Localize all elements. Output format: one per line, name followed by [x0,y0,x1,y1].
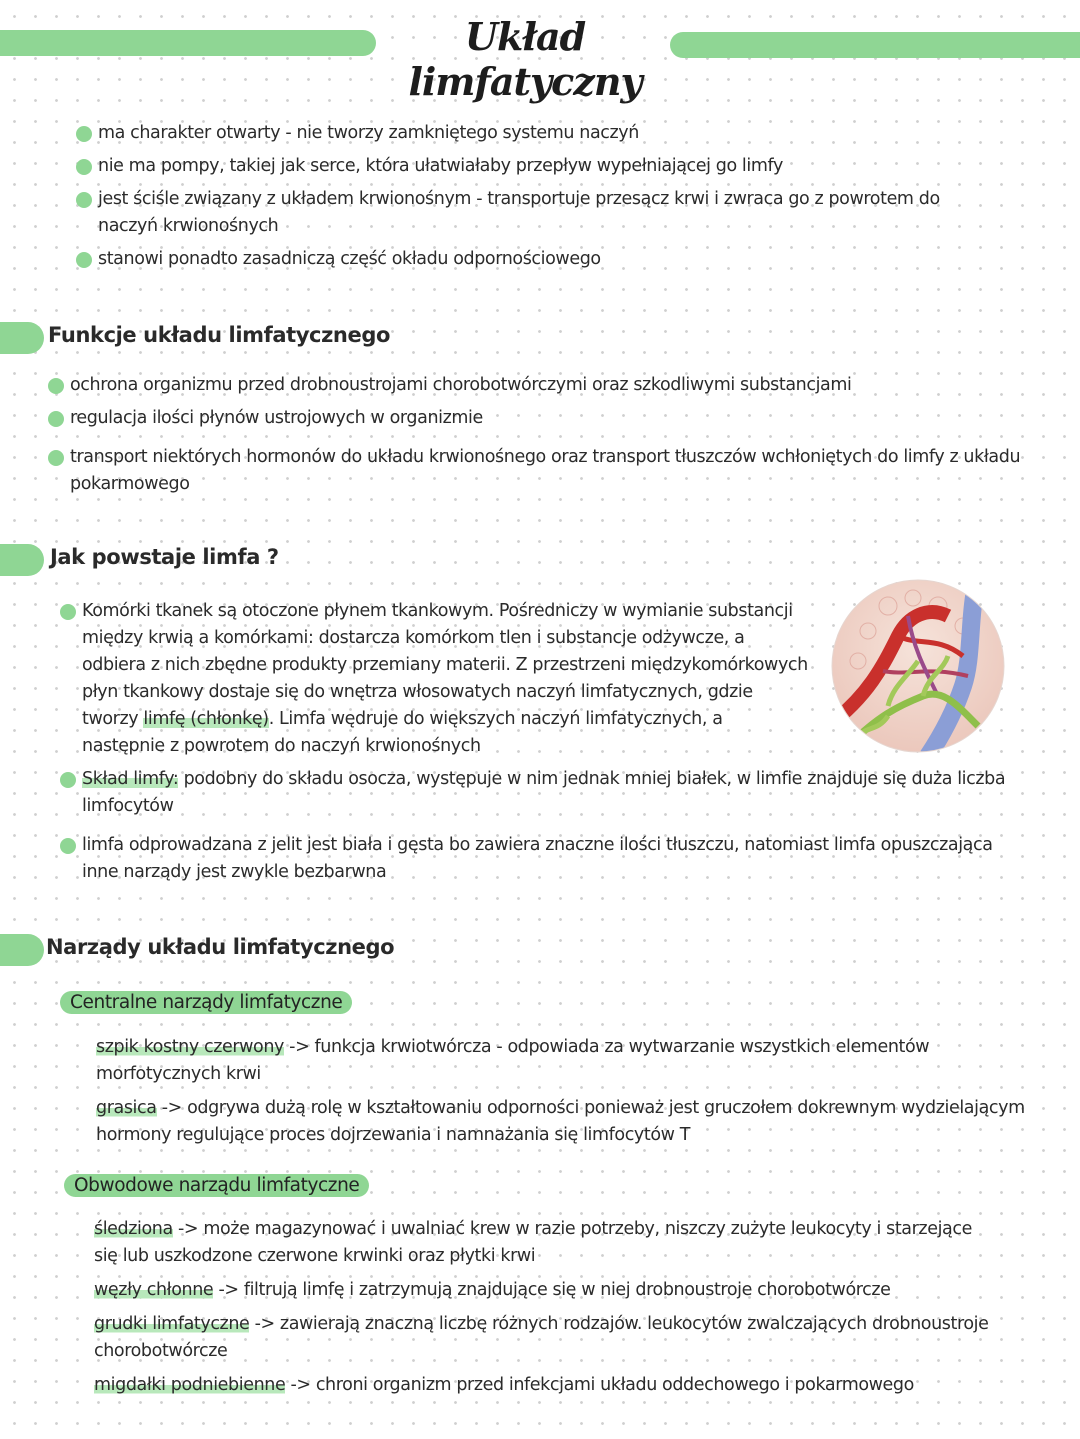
list-item: węzły chłonne -> filtrują limfę i zatrzymują znajdujące się w niej drobnoustroje chorobotwórcze [94,1280,891,1300]
peripheral-organs-heading: Obwodowe narządu limfatyczne [64,1174,369,1197]
list-item: migdałki podniebienne -> chroni organizm przed infekcjami układu oddechowego i pokarmowego [94,1375,914,1395]
list-item: limfa odprowadzana z jelit jest biała i gęsta bo zawiera znaczne ilości tłuszczu, natomiast limfa opuszczająca inne narządy jest zwykle bezbarwna [60,832,1010,886]
functions-heading: Funkcje układu limfatycznego [48,323,390,347]
bullet-dot-icon [48,378,64,394]
peripheral-organs-list [94,1216,994,1399]
list-item: Skład limfy: podobny do składu osocza, występuje w nim jednak mniej białek, w limfie znajduje się duża liczba limfocytów [60,766,1010,820]
section-tab-decoration [0,322,44,354]
list-item: śledziona -> może magazynować i uwalniać krew w razie potrzeby, niszczy zużyte leukocyty i starzejące się lub uszkodzone czerwone krwinki oraz płytki krwi [94,1219,972,1266]
central-organs-list [96,1034,1056,1149]
bullet-dot-icon [60,604,76,620]
functions-list [48,372,1038,498]
list-item: regulacja ilości płynów ustrojowych w organizmie [48,405,1038,432]
bullet-dot-icon [60,838,76,854]
list-item: jest ściśle związany z układem krwionośnym - transportuje przesącz krwi i zwraca go z powrotem do naczyń krwionośnych [76,186,976,240]
list-item: nie ma pompy, takiej jak serce, która ułatwiałaby przepływ wypełniającej go limfy [76,153,976,180]
bullet-dot-icon [76,126,92,142]
list-item: ochrona organizmu przed drobnoustrojami chorobotwórczymi oraz szkodliwymi substancjami [48,372,1038,399]
list-item: szpik kostny czerwony -> funkcja krwiotwórcza - odpowiada za wytwarzanie wszystkich elementów morfotycznych krwi [96,1037,930,1084]
page-title: Układ limfatyczny [408,14,642,104]
title-bar-right-decoration [670,32,1080,58]
list-item: grasica -> odgrywa dużą rolę w kształtowaniu odporności ponieważ jest gruczołem dokrewnym wydzielającym hormony regulujące proces dojrzewania i namnażania się limfocytów T [96,1098,1025,1145]
list-item: Komórki tkanek są otoczone płynem tkankowym. Pośredniczy w wymianie substancji między krwią a komórkami: dostarcza komórkom tlen i substancje odżywcze, a odbiera z nich zbędne produkty przemiany materii. Z przestrzeni międzykomórkowych płyn tkankowy dostaje się do wnętrza włosowatych naczyń limfatycznych, gdzie tworzy limfę (chłonkę). Limfa wędruje do większych naczyń limfatycznych, a następnie z powrotem do naczyń krwionośnych [60,598,810,760]
title-bar-left-decoration [0,30,376,56]
section-tab-decoration [0,934,44,966]
list-item: stanowi ponadto zasadniczą część okładu odpornościowego [76,246,976,273]
list-item: transport niektórych hormonów do układu krwionośnego oraz transport tłuszczów wchłoniętych do limfy z układu pokarmowego [48,444,1038,498]
list-item: grudki limfatyczne -> zawierają znaczną liczbę różnych rodzajów. leukocytów zwalczających drobnoustroje chorobotwórcze [94,1314,989,1361]
organs-heading: Narządy układu limfatycznego [46,935,395,959]
bullet-dot-icon [48,450,64,466]
bullet-dot-icon [76,252,92,268]
bullet-dot-icon [48,411,64,427]
section-tab-decoration [0,544,44,576]
central-organs-heading: Centralne narządy limfatyczne [60,991,352,1014]
bullet-dot-icon [76,159,92,175]
list-item: ma charakter otwarty - nie tworzy zamkniętego systemu naczyń [76,120,976,147]
bullet-dot-icon [60,772,76,788]
bullet-dot-icon [76,192,92,208]
capillary-lymph-illustration [828,576,1008,756]
lymph-heading: Jak powstaje limfa ? [50,545,279,569]
intro-list [76,120,976,273]
